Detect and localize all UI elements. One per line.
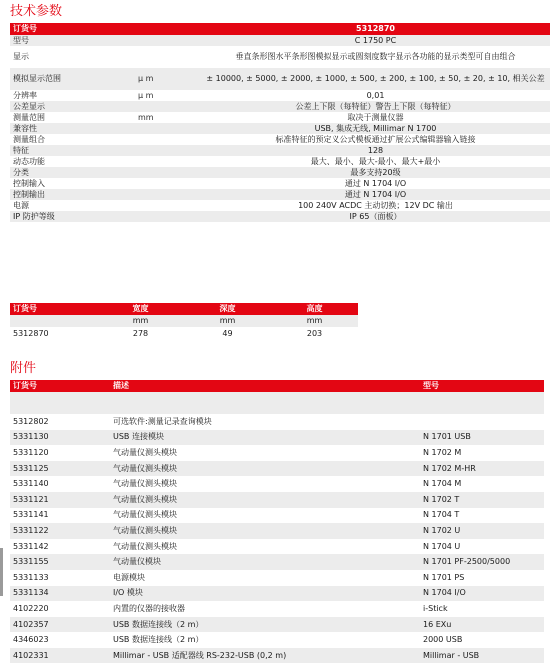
- tech-row-label: 动态功能: [10, 156, 135, 167]
- acc-header-desc: 描述: [110, 380, 420, 392]
- tech-row-label: 特征: [10, 145, 135, 156]
- tech-row-unit: [135, 178, 201, 189]
- tech-row-unit: mm: [135, 112, 201, 123]
- acc-row-code: 4102331: [10, 648, 110, 663]
- dims-unit-row: [10, 315, 358, 327]
- tech-row-value: 128: [201, 145, 550, 156]
- acc-row-desc: USB 数据连接线（2 m）: [110, 617, 420, 633]
- acc-row: [10, 570, 544, 586]
- dims-value-depth: 49: [222, 328, 233, 338]
- acc-row-code: 5331142: [13, 541, 49, 551]
- acc-row-model: [420, 414, 544, 430]
- tech-row-unit: [135, 189, 201, 200]
- acc-row-model: N 1701 PS: [423, 572, 465, 582]
- tech-row-value: 通过 N 1704 I/O: [201, 189, 550, 200]
- tech-row-value: IP 65（面板）: [201, 211, 550, 222]
- tech-row-value: 最大、最小、最大-最小、最大+最小: [201, 156, 550, 167]
- acc-spacer-cell: [420, 392, 544, 414]
- tech-row-value: ± 10000, ± 5000, ± 2000, ± 1000, ± 500, ± 200, ± 100, ± 50, ± 20, ± 10, 相关公差: [201, 68, 550, 90]
- tech-row-unit: [135, 200, 201, 211]
- acc-row: [10, 539, 544, 555]
- acc-row: [10, 414, 544, 430]
- acc-row-model: N 1702 T: [420, 492, 544, 508]
- tech-header-label: 订货号: [10, 23, 135, 35]
- acc-row-model: N 1704 M: [423, 479, 462, 489]
- acc-row-desc: 气动量仪测头模块: [113, 510, 177, 520]
- dims-header-width: 宽度: [97, 303, 184, 315]
- acc-row-code: 5331122: [10, 523, 110, 539]
- tech-row-label: 型号: [10, 35, 135, 46]
- tech-row-label: IP 防护等级: [10, 211, 135, 222]
- acc-row: [10, 586, 544, 602]
- accessories-section-title: 附件: [10, 361, 37, 376]
- acc-row: [10, 523, 544, 539]
- acc-row: [10, 508, 544, 524]
- accessories-table: [10, 380, 544, 663]
- tech-row-value: 最多支持20级: [201, 167, 550, 178]
- tech-row: [10, 134, 550, 145]
- acc-header-model: 型号: [420, 380, 544, 392]
- tech-row-value: 公差上下限（每特征）警告上下限（每特征）: [201, 101, 550, 112]
- tech-row-unit: µ m: [135, 90, 201, 101]
- acc-row-model: N 1701 PF-2500/5000: [420, 554, 544, 570]
- acc-row-desc: USB 数据连接线（2 m）: [113, 635, 204, 645]
- acc-row-model: N 1704 I/O: [420, 586, 544, 602]
- left-edge-bar: [0, 548, 3, 596]
- tech-row-label: 公差显示: [10, 101, 135, 112]
- acc-row: [10, 648, 544, 663]
- dims-value-code: 5312870: [13, 328, 49, 338]
- tech-row-unit: [135, 46, 201, 68]
- tech-row-label: 分类: [10, 167, 135, 178]
- tech-row-value: 0,01: [201, 90, 550, 101]
- acc-spacer-cell: [10, 392, 110, 414]
- tech-row-unit: [135, 101, 201, 112]
- acc-row: [10, 445, 544, 461]
- tech-row-unit: µ m: [135, 68, 201, 90]
- acc-row: [10, 492, 544, 508]
- tech-row-label: 模拟显示范围: [10, 68, 135, 90]
- acc-row-desc: I/O 模块: [110, 586, 420, 602]
- tech-row-unit: [135, 211, 201, 222]
- tech-row-value: C 1750 PC: [201, 35, 550, 46]
- tech-row: [10, 112, 550, 123]
- acc-row-code: 4102220: [13, 603, 49, 613]
- dims-unit-depth: mm: [184, 315, 271, 327]
- tech-row-label: 兼容性: [10, 123, 135, 134]
- tech-row: [10, 178, 550, 189]
- acc-row-code: 5331134: [10, 586, 110, 602]
- acc-header-row: [10, 380, 544, 392]
- acc-row: [10, 554, 544, 570]
- tech-row-unit: [135, 134, 201, 145]
- tech-row: [10, 123, 550, 134]
- tech-row: [10, 35, 550, 46]
- tech-row-value: 标准特征的预定义公式模板通过扩展公式编辑器输入链接: [201, 134, 550, 145]
- tech-row-unit: [135, 167, 201, 178]
- tech-row-value: 取决于测量仪器: [201, 112, 550, 123]
- tech-row: [10, 189, 550, 200]
- acc-row-desc: 气动量仪测头模块: [110, 461, 420, 477]
- tech-row-unit: [135, 123, 201, 134]
- tech-row-label: 控制输入: [10, 178, 135, 189]
- acc-row-model: Millimar - USB: [420, 648, 544, 663]
- tech-row-unit: [135, 145, 201, 156]
- acc-row-desc: 气动量仪测头模块: [113, 479, 177, 489]
- dims-header-code: 订货号: [10, 303, 97, 315]
- tech-header-row: [10, 23, 550, 35]
- acc-row-desc: 内置的仪器的接收器: [113, 603, 185, 613]
- acc-row-desc: Millimar - USB 适配器线 RS-232-USB (0,2 m): [110, 648, 420, 663]
- dims-unit-width: mm: [97, 315, 184, 327]
- acc-row-model: N 1702 M-HR: [420, 461, 544, 477]
- tech-row: [10, 68, 550, 90]
- acc-row-desc: USB 连接模块: [110, 430, 420, 446]
- acc-row-code: 5331120: [13, 447, 49, 457]
- acc-row-desc: 气动量仪测头模块: [110, 492, 420, 508]
- tech-row-unit: [135, 156, 201, 167]
- tech-row: [10, 211, 550, 222]
- acc-row-desc: 气动量仪测头模块: [113, 541, 177, 551]
- acc-row-desc: 气动量仪测头模块: [110, 523, 420, 539]
- dims-header-depth: 深度: [184, 303, 271, 315]
- acc-spacer-row: [10, 392, 544, 414]
- acc-row-desc: 气动量仪测头模块: [113, 447, 177, 457]
- acc-row-model: N 1704 T: [423, 510, 460, 520]
- tech-row: [10, 167, 550, 178]
- acc-row-code: 5331133: [13, 572, 49, 582]
- tech-row-label: 测量范围: [10, 112, 135, 123]
- dims-header-row: [10, 303, 358, 315]
- dims-unit-code: [10, 315, 97, 327]
- acc-row: [10, 601, 544, 617]
- tech-row-label: 电源: [10, 200, 135, 211]
- acc-row: [10, 476, 544, 492]
- tech-row-label: 显示: [10, 46, 135, 68]
- acc-row-desc: 气动量仪模块: [110, 554, 420, 570]
- acc-row: [10, 461, 544, 477]
- tech-row-label: 分辨率: [10, 90, 135, 101]
- dims-unit-height: mm: [271, 315, 358, 327]
- acc-row: [10, 617, 544, 633]
- tech-row: [10, 101, 550, 112]
- acc-row: [10, 632, 544, 648]
- acc-row-model: N 1702 M: [423, 447, 462, 457]
- acc-row-code: 5331140: [13, 479, 49, 489]
- dims-value-width: 278: [132, 328, 149, 338]
- dimensions-table: [10, 303, 358, 340]
- acc-row-code: 5331121: [10, 492, 110, 508]
- acc-header-code: 订货号: [10, 380, 110, 392]
- acc-row: [10, 430, 544, 446]
- acc-row-code: 5331141: [13, 510, 49, 520]
- acc-row-model: i-Stick: [423, 603, 448, 613]
- acc-row-code: 5331155: [10, 554, 110, 570]
- tech-header-value: 5312870: [201, 23, 550, 35]
- tech-row: [10, 46, 550, 68]
- acc-row-model: N 1701 USB: [420, 430, 544, 446]
- dims-value-height: 203: [306, 328, 323, 338]
- acc-row-desc: 电源模块: [113, 572, 145, 582]
- tech-row-unit: [135, 35, 201, 46]
- tech-row-value: 100 240V ACDC 主动切换；12V DC 输出: [201, 200, 550, 211]
- acc-row-model: N 1704 U: [423, 541, 461, 551]
- acc-row-model: 16 EXu: [420, 617, 544, 633]
- dims-value-row: [10, 327, 358, 340]
- acc-row-code: 4346023: [13, 635, 49, 645]
- tech-row-value: USB, 集成无线, Millimar N 1700: [201, 123, 550, 134]
- tech-row: [10, 145, 550, 156]
- tech-row: [10, 156, 550, 167]
- acc-row-desc: 可选软件:测量记录查询模块: [113, 416, 212, 426]
- tech-params-table: [10, 23, 550, 222]
- acc-row-model: N 1702 U: [420, 523, 544, 539]
- tech-row: [10, 200, 550, 211]
- tech-row-label: 测量组合: [10, 134, 135, 145]
- tech-row: [10, 90, 550, 101]
- acc-row-code: 5331125: [10, 461, 110, 477]
- tech-row-value: 垂直条形图水平条形图模拟显示或圆刻度数字显示各功能的显示类型可自由组合: [201, 46, 550, 68]
- dims-header-height: 高度: [271, 303, 358, 315]
- acc-row-code: 4102357: [10, 617, 110, 633]
- acc-spacer-cell: [110, 392, 420, 414]
- tech-row-value: 通过 N 1704 I/O: [201, 178, 550, 189]
- acc-row-code: 5331130: [10, 430, 110, 446]
- tech-header-unit: [135, 23, 201, 35]
- acc-row-code: 5312802: [13, 416, 49, 426]
- tech-row-label: 控制输出: [10, 189, 135, 200]
- acc-row-model: 2000 USB: [423, 635, 463, 645]
- tech-section-title: 技术参数: [10, 4, 63, 19]
